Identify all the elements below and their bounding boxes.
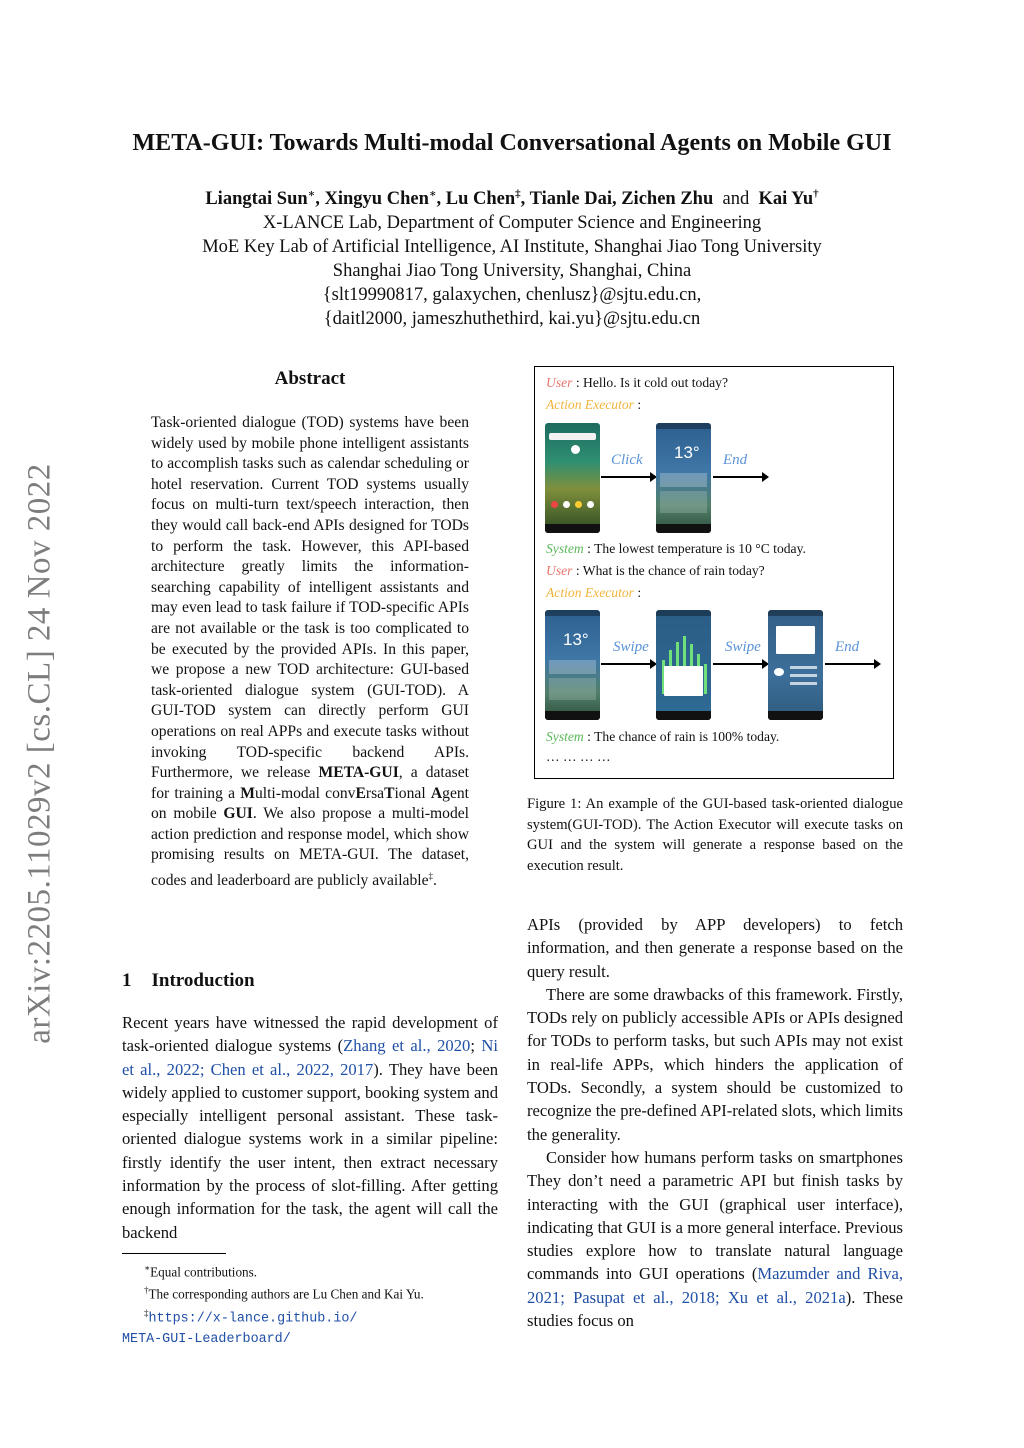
author-name: Xingyu Chen [324,189,429,210]
arrow-icon [601,658,657,670]
dialogue-turn: User : What is the chance of rain today? [546,563,765,578]
paragraph: Recent years have witnessed the rapid development of task-oriented dialogue systems (Zhang et al., 2020; Ni et al., 2022; Chen et al., 2022, 2017). They have been widely applied to customer support, booking system and especially intelligent personal assistant. These task-oriented dialogue systems work in a similar pipeline: firstly identify the user intent, then extract necessary information by the process of slot-filling. After getting enough information for the task, the agent will call the backend [122,1013,498,1242]
author-name: Tianle Dai, Zichen Zhu [529,189,714,210]
figure-1 [534,366,894,779]
phone-screenshot-weather: 13° [545,610,600,720]
phone-screenshot-rain-chart [656,610,711,720]
email-line: {daitl2000, jameszhuthethird, kai.yu}@sjtu.edu.cn [323,309,701,330]
action-label: End [723,452,748,468]
action-label: End [835,639,860,655]
affiliation-line: X-LANCE Lab, Department of Computer Science and Engineering [262,213,762,234]
footnote-url[interactable]: META-GUI-Leaderboard/ [122,1332,291,1348]
section-heading: 1 Introduction [122,970,255,991]
footnote-url[interactable]: https://x-lance.github.io/ [148,1311,358,1327]
footnote: †The corresponding authors are Lu Chen and Kai Yu. [144,1285,424,1302]
dialogue-ellipsis: … … … … [546,749,611,764]
action-label: Click [611,452,643,468]
email-line: {slt19990817, galaxychen, chenlusz}@sjtu.edu.cn, [322,285,702,306]
dialogue-turn: Action Executor : [546,585,642,600]
citation-link[interactable]: Mazumder and Riva, 2021; Pasupat et al., 2018; Xu et al., 2021a [527,1264,903,1307]
abstract-heading: Abstract [274,368,346,389]
arrow-icon [713,658,769,670]
citation-link[interactable]: Ni et al., 2022; Chen et al., 2022, 2017 [122,1036,498,1079]
arrow-icon [825,658,881,670]
paper-title: META-GUI: Towards Multi-modal Conversational Agents on Mobile GUI [132,130,892,156]
abstract-text: Task-oriented dialogue (TOD) systems have been widely used by mobile phone intelligent assistants to accomplish tasks such as calendar scheduling or hotel reservation. Current TOD systems usually focus on multi-turn text/speech interaction, then they would call back-end APIs designed for TODs to perform the task. However, this API-based architecture greatly limits the information-searching capability of intelligent assistants and may even lead to task failure if TOD-specific APIs are not available or the task is too complicated to be executed by the provided APIs. In this paper, we propose a new TOD architecture: GUI-based task-oriented dialogue system (GUI-TOD). A GUI-TOD system can directly perform GUI operations on real APPs and execute tasks without invoking TOD-specific backend APIs. Furthermore, we release META-GUI, a dataset for training a Multi-modal convErsaTional Agent on mobile GUI. We also propose a multi-model action prediction and response model, which show promising results on META-GUI. The dataset, codes and leaderboard are publicly available‡. [151,414,469,890]
footnote-rule [122,1253,226,1254]
dialogue-turn: System : The lowest temperature is 10 °C today. [546,541,806,556]
dialogue-turn: Action Executor : [546,397,642,412]
paragraph: There are some drawbacks of this framework. Firstly, TODs rely on publicly accessible APIs or APIs designed for TODs to perform tasks, but such APIs may not exist in real-life APPs, which hinders the application of TODs. Secondly, a system should be customized to recognize the pre-defined API-related slots, which limits the generality. [527,984,903,1144]
affiliation-line: Shanghai Jiao Tong University, Shanghai, China [332,261,692,282]
dialogue-turn: System : The chance of rain is 100% today. [546,729,780,744]
author-name: Kai Yu [758,189,814,210]
citation-link[interactable]: Zhang et al., 2020 [343,1036,471,1056]
phone-screenshot-weather: 13° [656,423,711,533]
paragraph: APIs (provided by APP developers) to fetch information, and then generate a response based on the query result. [527,915,903,981]
author-name: Liangtai Sun [205,189,308,210]
figure-caption: Figure 1: An example of the GUI-based task-oriented dialogue system(GUI-TOD). The Action Executor will execute tasks on GUI and the system will generate a response based on the execution result. [527,796,903,874]
author-names: Liangtai Sun∗, Xingyu Chen∗, Lu Chen‡, Tianle Dai, Zichen Zhu and Kai Yu† [205,188,819,210]
affiliation-line: MoE Key Lab of Artificial Intelligence, AI Institute, Shanghai Jiao Tong University [202,237,822,258]
author-name: Lu Chen [445,189,516,210]
action-label: Swipe [613,639,649,655]
arrow-icon [713,471,769,483]
phone-screenshot-forecast [768,610,823,720]
footnotes [122,1259,502,1349]
phone-screenshot-home [545,423,600,533]
paragraph: Consider how humans perform tasks on smartphones They don’t need a parametric API but finish tasks by interacting with the GUI (graphical user interface), indicating that GUI is a more general interface. Previous studies explore how to translate natural language commands into GUI operations (Mazumder and Riva, 2021; Pasupat et al., 2018; Xu et al., 2021a). These studies focus on [527,1147,903,1331]
arxiv-stamp: arXiv:2205.11029v2 [cs.CL] 24 Nov 2022 [21,463,58,1044]
dialogue-turn: User : Hello. Is it cold out today? [546,375,729,390]
arrow-icon [601,471,657,483]
footnote: ‡https://x-lance.github.io/ [144,1307,358,1327]
intro-right-column [527,913,903,1332]
author-block [0,182,1024,331]
action-label: Swipe [725,639,761,655]
intro-left-column [122,1011,498,1244]
footnote: ∗Equal contributions. [144,1263,258,1280]
